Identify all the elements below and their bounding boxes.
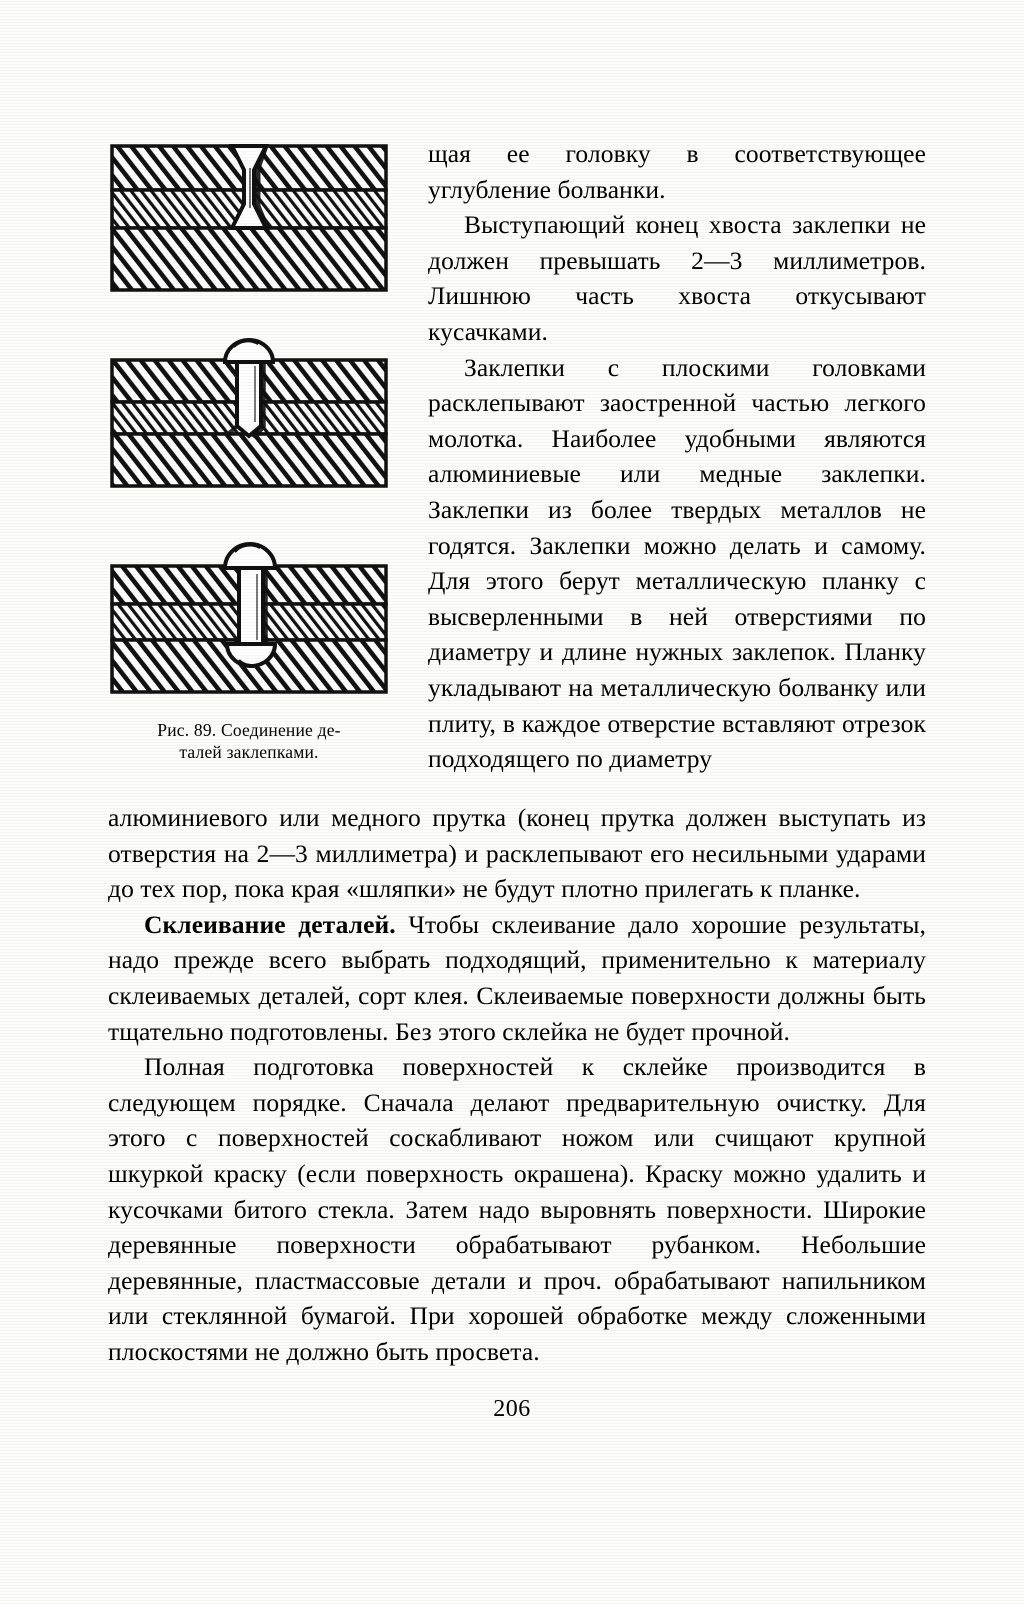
paragraph-protruding-tail: Выступающий конец хвоста заклепки не должен превышать 2—3 миллиметров. Лишнюю часть хвоста откусывают кусачками.	[428, 210, 926, 346]
paragraph-flat-head-rivets: Заклепки с плоскими головками расклепывают заостренной частью легкого молотка. Наиболее удобными являются алюминиевые или медные заклепки. Заклепки из более твердых металлов не годятся. Заклепки можно делать и самому. Для этого берут металлическую планку с высверленными в ней отверстиями по диаметру и длине нужных заклепок. Планку укладывают на металлическую болванку или плиту, в каждое отверстие вставляют отрезок подходящего по диаметру	[428, 352, 926, 774]
paragraph-surface-preparation: Полная подготовка поверхностей к склейке производится в следующем порядке. Сначала делают предварительную очистку. Для этого с поверхностей соскабливают ножом или счищают крупной шкуркой краску (если поверхность окрашена). Краску можно удалить и кусочками битого стекла. Затем надо выровнять поверхности. Широкие деревянные поверхности обрабатывают рубанком. Небольшие деревянные, пластмассовые детали и проч. обрабатывают напильником или стеклянной бумагой. При хорошей обработке между сложенными плоскостями не должно быть просвета.	[108, 1052, 926, 1366]
figure-panel-round-head-rivet-set	[108, 516, 390, 696]
figure-column	[108, 138, 408, 763]
paragraph-gluing-body: Чтобы склеивание дало хорошие результаты, надо прежде всего выбрать подходящий, применительно к материалу склеиваемых деталей, сорт клея. Склеиваемые поверхности должны быть тщательно подготовлены. Без этого склейка не будет прочной.	[108, 909, 926, 1046]
countersunk-rivet-diagram	[108, 138, 390, 298]
round-head-rivet-set-diagram	[108, 516, 390, 696]
figure-caption	[108, 720, 390, 763]
paragraph-rod-continuation: алюминиевого или медного прутка (конец прутка должен выступать из отверстия на 2—3 миллиметра) и расклепывают его несильными ударами до тех пор, пока края «шляпки» не будут плотно прилегать к планке.	[108, 803, 926, 904]
figure-panel-countersunk-rivet	[108, 138, 390, 298]
full-width-text-zone	[108, 800, 926, 1370]
narrow-text-column	[428, 136, 926, 777]
round-head-rivet-unset-diagram	[108, 322, 390, 492]
paragraph-gluing-parts	[108, 907, 926, 1049]
figure-caption-line-1: Рис. 89. Соединение де-	[157, 720, 341, 740]
page-number: 206	[493, 1396, 531, 1422]
figure-caption-line-2: талей заклепками.	[179, 741, 319, 762]
paragraph-continuation-head: щая ее головку в соответствующее углубление болванки.	[428, 139, 926, 204]
run-in-heading-gluing: Склеивание деталей.	[144, 909, 396, 939]
figure-panel-round-head-rivet-unset	[108, 322, 390, 492]
